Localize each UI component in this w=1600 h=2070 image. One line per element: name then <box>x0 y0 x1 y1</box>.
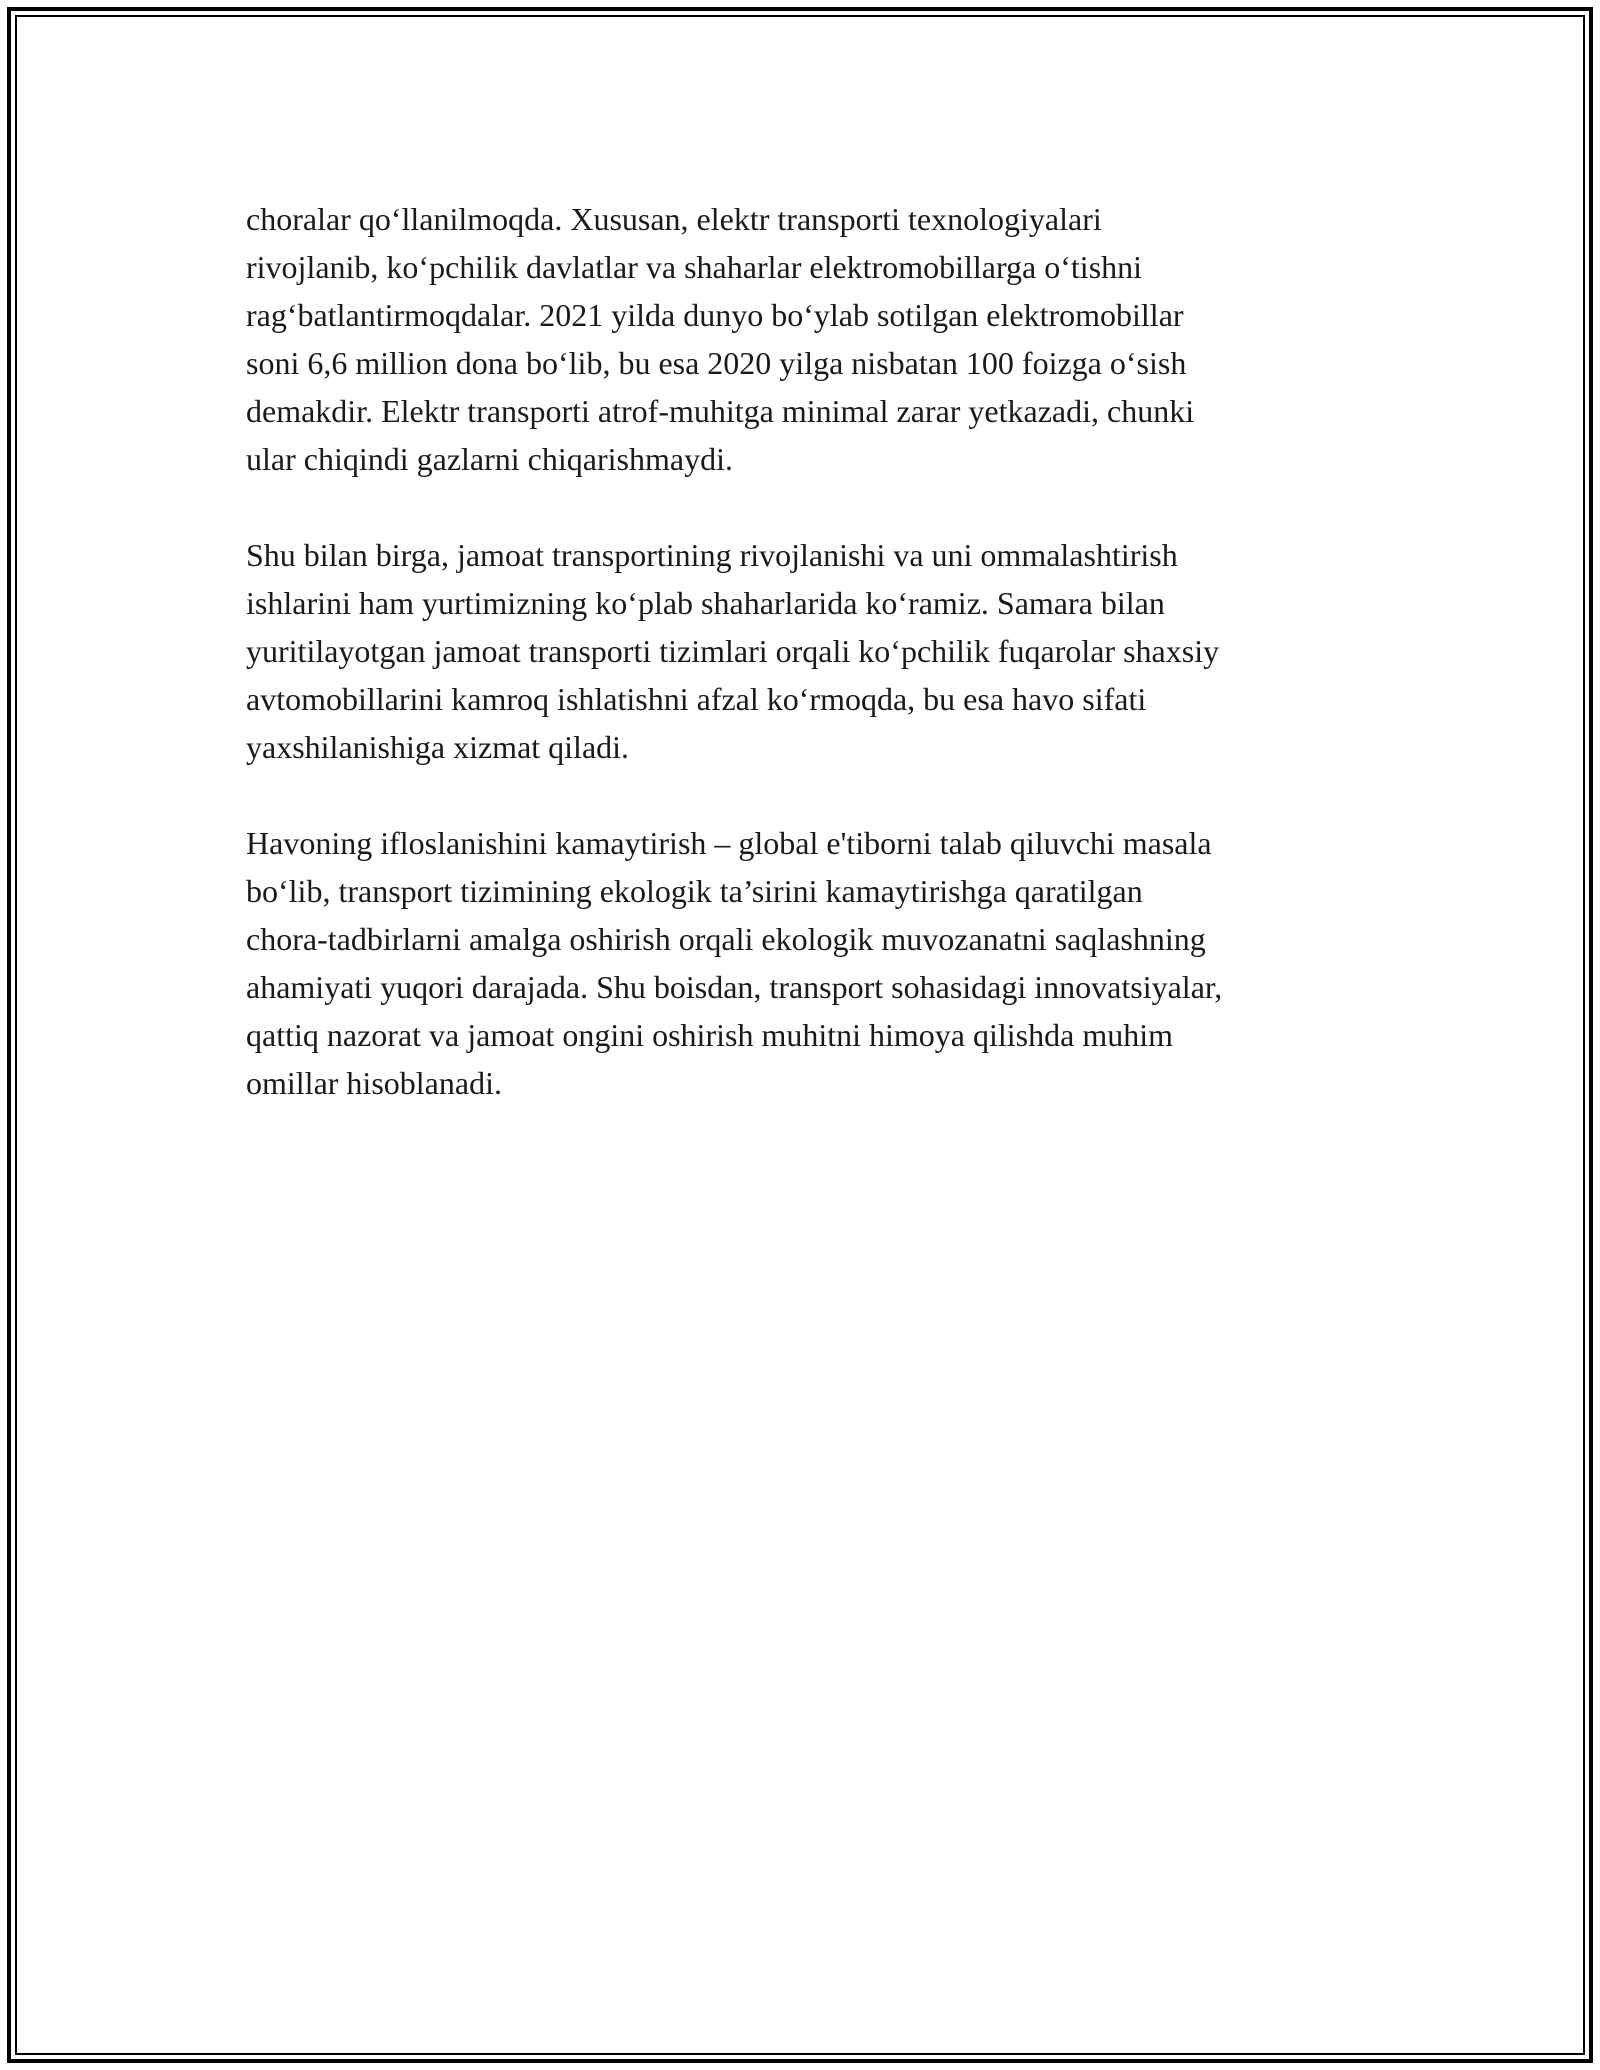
text-line: yaxshilanishiga xizmat qiladi. <box>246 729 630 765</box>
paragraph-3 <box>246 819 1406 1107</box>
paragraph-2 <box>246 531 1406 771</box>
text-line: yuritilayotgan jamoat transporti tizimlari orqali ko‘pchilik fuqarolar shaxsiy <box>246 633 1220 669</box>
paragraph-1 <box>246 195 1406 483</box>
text-line: chora-tadbirlarni amalga oshirish orqali ekologik muvozanatni saqlashning <box>246 921 1206 957</box>
text-line: qattiq nazorat va jamoat ongini oshirish muhitni himoya qilishda muhim <box>246 1017 1173 1053</box>
text-line: demakdir. Elektr transporti atrof-muhitga minimal zarar yetkazadi, chunki <box>246 393 1195 429</box>
text-line: ular chiqindi gazlarni chiqarishmaydi. <box>246 441 733 477</box>
text-line: avtomobillarini kamroq ishlatishni afzal ko‘rmoqda, bu esa havo sifati <box>246 681 1147 717</box>
text-line: omillar hisoblanadi. <box>246 1065 502 1101</box>
text-line: choralar qo‘llanilmoqda. Xususan, elektr transporti texnologiyalari <box>246 201 1102 237</box>
text-line: ahamiyati yuqori darajada. Shu boisdan, transport sohasidagi innovatsiyalar, <box>246 969 1223 1005</box>
text-line: Shu bilan birga, jamoat transportining rivojlanishi va uni ommalashtirish <box>246 537 1178 573</box>
text-line: soni 6,6 million dona bo‘lib, bu esa 2020 yilga nisbatan 100 foizga o‘sish <box>246 345 1187 381</box>
text-line: Havoning ifloslanishini kamaytirish – global e'tiborni talab qiluvchi masala <box>246 825 1212 861</box>
text-line: bo‘lib, transport tizimining ekologik ta’sirini kamaytirishga qaratilgan <box>246 873 1143 909</box>
document-body <box>246 195 1406 1155</box>
page-border <box>7 7 1593 2063</box>
text-line: rivojlanib, ko‘pchilik davlatlar va shaharlar elektromobillarga o‘tishni <box>246 249 1143 285</box>
text-line: ishlarini ham yurtimizning ko‘plab shaharlarida ko‘ramiz. Samara bilan <box>246 585 1165 621</box>
text-line: rag‘batlantirmoqdalar. 2021 yilda dunyo bo‘ylab sotilgan elektromobillar <box>246 297 1184 333</box>
